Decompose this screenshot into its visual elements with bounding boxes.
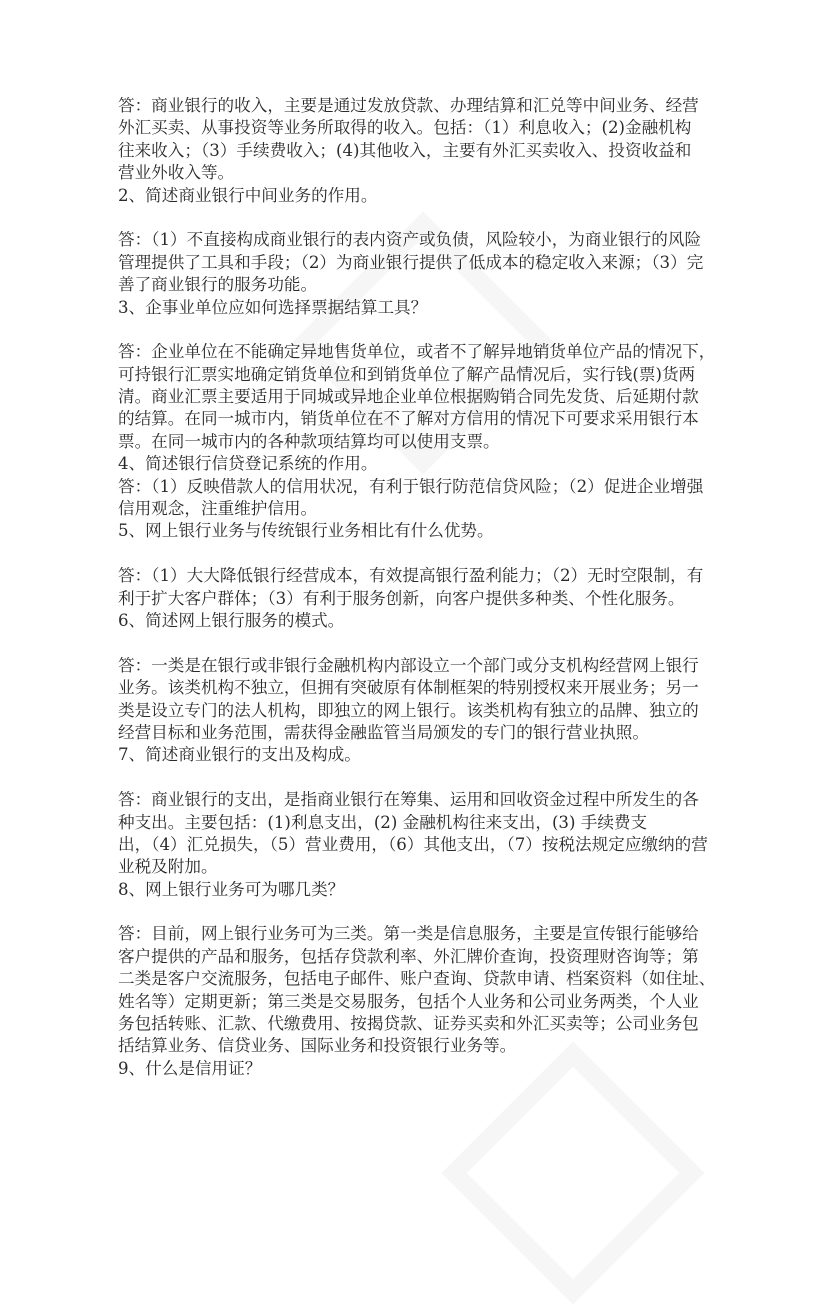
text-line: 务包括转账、汇款、代缴费用、按揭贷款、证券买卖和外汇买卖等；公司业务包 (118, 1014, 699, 1034)
question-heading: 5、网上银行业务与传统银行业务相比有什么优势。 (118, 521, 494, 541)
text-line: 客户提供的产品和服务，包括存贷款利率、外汇牌价查询，投资理财咨询等；第 (118, 946, 699, 966)
text-line: 的结算。在同一城市内，销货单位在不了解对方信用的情况下可要求采用银行本 (118, 409, 699, 429)
text-line: 答：商业银行的支出，是指商业银行在筹集、运用和回收资金过程中所发生的各 (118, 790, 699, 810)
text-line: 利于扩大客户群体；（3）有利于服务创新，向客户提供多种类、个性化服务。 (118, 588, 685, 608)
text-line: 答：一类是在银行或非银行金融机构内部设立一个部门或分支机构经营网上银行 (118, 655, 699, 675)
watermark-shape (441, 1041, 704, 1304)
text-line: 票。在同一城市内的各种款项结算均可以使用支票。 (118, 431, 500, 451)
question-heading: 8、网上银行业务可为哪几类？ (118, 879, 345, 899)
text-line: 业务。该类机构不独立，但拥有突破原有体制框架的特别授权来开展业务；另一 (118, 678, 699, 698)
text-line: 类是设立专门的法人机构，即独立的网上银行。该类机构有独立的品牌、独立的 (118, 700, 699, 720)
text-line: 种支出。主要包括：(1)利息支出，(2) 金融机构往来支出，(3) 手续费支 (118, 812, 648, 832)
text-line: 答：目前，网上银行业务可为三类。第一类是信息服务，主要是宣传银行能够给 (118, 924, 699, 944)
text-line: 可持银行汇票实地确定销货单位和到销货单位了解产品情况后，实行钱(票)货两 (118, 364, 696, 384)
document-body (118, 95, 718, 1080)
text-line: 二类是客户交流服务，包括电子邮件、账户查询、贷款申请、档案资料（如住址、 (118, 969, 716, 989)
question-heading: 7、简述商业银行的支出及构成。 (118, 745, 361, 765)
text-line: 业税及附加。 (118, 857, 218, 877)
text-line: 答：（1）反映借款人的信用状况，有利于银行防范信贷风险；（2）促进企业增强 (118, 476, 704, 496)
text-line: 出，（4）汇兑损失，（5）营业费用，（6）其他支出，（7）按税法规定应缴纳的营 (118, 834, 708, 854)
text-line: 营业外收入等。 (118, 163, 235, 183)
text-line: 答：（1）大大降低银行经营成本，有效提高银行盈利能力；（2）无时空限制，有 (118, 566, 704, 586)
text-line: 信用观念，注重维护信用。 (118, 499, 318, 519)
text-line: 外汇买卖、从事投资等业务所取得的收入。包括：（1）利息收入；(2)金融机构 (118, 118, 692, 138)
question-heading: 2、简述商业银行中间业务的作用。 (118, 185, 378, 205)
text-line: 答：企业单位在不能确定异地售货单位，或者不了解异地销货单位产品的情况下， (118, 342, 716, 362)
text-line: 往来收入；（3）手续费收入；(4)其他收入，主要有外汇买卖收入、投资收益和 (118, 140, 692, 160)
blank-line (118, 901, 718, 923)
text-line: 括结算业务、信贷业务、国际业务和投资银行业务等。 (118, 1036, 517, 1056)
blank-line (118, 207, 718, 229)
text-line: 答：（1）不直接构成商业银行的表内资产或负债，风险较小，为商业银行的风险 (118, 230, 702, 250)
text-line: 管理提供了工具和手段；（2）为商业银行提供了低成本的稳定收入来源；（3）完 (118, 252, 704, 272)
text-line: 善了商业银行的服务功能。 (118, 275, 318, 295)
text-line: 经营目标和业务范围，需获得金融监管当局颁发的专门的银行营业执照。 (118, 722, 649, 742)
blank-line (118, 767, 718, 789)
question-heading: 3、企事业单位应如何选择票据结算工具？ (118, 297, 428, 317)
text-line: 答：商业银行的收入，主要是通过发放贷款、办理结算和汇兑等中间业务、经营 (118, 96, 699, 115)
blank-line (118, 543, 718, 565)
text-line: 姓名等）定期更新；第三类是交易服务，包括个人业务和公司业务两类，个人业 (118, 991, 699, 1011)
blank-line (118, 632, 718, 654)
question-heading: 4、简述银行信贷登记系统的作用。 (118, 454, 378, 474)
question-heading: 6、简述网上银行服务的模式。 (118, 610, 345, 630)
blank-line (118, 319, 718, 341)
question-heading: 9、什么是信用证？ (118, 1058, 262, 1078)
text-line: 清。商业汇票主要适用于同城或异地企业单位根据购销合同先发货、后延期付款 (118, 387, 699, 407)
